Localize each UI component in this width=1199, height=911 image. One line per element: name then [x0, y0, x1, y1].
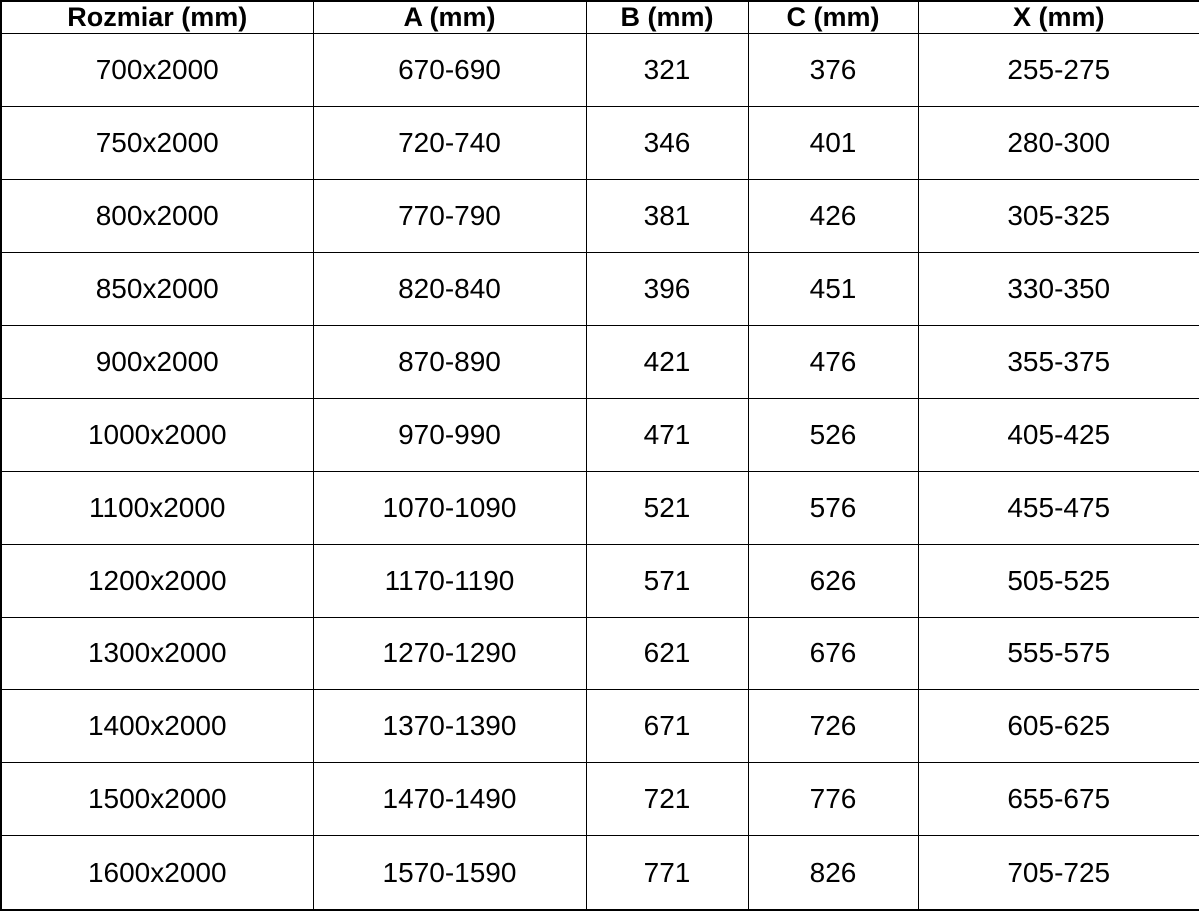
table-cell: 455-475 [918, 471, 1199, 544]
table-cell: 626 [748, 544, 918, 617]
table-cell: 1300x2000 [1, 617, 313, 690]
table-cell: 1570-1590 [313, 836, 586, 910]
table-cell: 381 [586, 179, 748, 252]
table-cell: 770-790 [313, 179, 586, 252]
table-cell: 396 [586, 252, 748, 325]
table-cell: 1170-1190 [313, 544, 586, 617]
table-cell: 376 [748, 34, 918, 107]
table-cell: 605-625 [918, 690, 1199, 763]
table-cell: 1070-1090 [313, 471, 586, 544]
table-cell: 621 [586, 617, 748, 690]
table-cell: 1000x2000 [1, 398, 313, 471]
table-cell: 421 [586, 325, 748, 398]
table-cell: 1370-1390 [313, 690, 586, 763]
table-cell: 355-375 [918, 325, 1199, 398]
table-cell: 346 [586, 106, 748, 179]
table-cell: 726 [748, 690, 918, 763]
table-header [1, 1, 1199, 34]
column-header-b: B (mm) [586, 1, 748, 34]
table-cell: 451 [748, 252, 918, 325]
column-header-x: X (mm) [918, 1, 1199, 34]
table-row [1, 471, 1199, 544]
column-header-rozmiar: Rozmiar (mm) [1, 1, 313, 34]
table-row [1, 398, 1199, 471]
table-cell: 401 [748, 106, 918, 179]
table-cell: 521 [586, 471, 748, 544]
table-cell: 700x2000 [1, 34, 313, 107]
table-row [1, 544, 1199, 617]
table-cell: 705-725 [918, 836, 1199, 910]
table-cell: 1270-1290 [313, 617, 586, 690]
table-cell: 970-990 [313, 398, 586, 471]
table-cell: 255-275 [918, 34, 1199, 107]
table-cell: 750x2000 [1, 106, 313, 179]
table-row [1, 325, 1199, 398]
table-cell: 526 [748, 398, 918, 471]
column-header-c: C (mm) [748, 1, 918, 34]
table-row [1, 763, 1199, 836]
table-cell: 476 [748, 325, 918, 398]
table-cell: 870-890 [313, 325, 586, 398]
table-cell: 850x2000 [1, 252, 313, 325]
table-body [1, 34, 1199, 911]
table-row [1, 179, 1199, 252]
table-row [1, 252, 1199, 325]
table-cell: 576 [748, 471, 918, 544]
table-cell: 720-740 [313, 106, 586, 179]
table-cell: 330-350 [918, 252, 1199, 325]
table-cell: 1200x2000 [1, 544, 313, 617]
table-cell: 305-325 [918, 179, 1199, 252]
table-row [1, 690, 1199, 763]
table-cell: 405-425 [918, 398, 1199, 471]
table-cell: 555-575 [918, 617, 1199, 690]
header-row [1, 1, 1199, 34]
table-cell: 571 [586, 544, 748, 617]
table-cell: 671 [586, 690, 748, 763]
table-row [1, 34, 1199, 107]
table-cell: 826 [748, 836, 918, 910]
table-cell: 1470-1490 [313, 763, 586, 836]
table-cell: 670-690 [313, 34, 586, 107]
table-cell: 426 [748, 179, 918, 252]
table-cell: 771 [586, 836, 748, 910]
table-row [1, 106, 1199, 179]
table-cell: 800x2000 [1, 179, 313, 252]
table-cell: 505-525 [918, 544, 1199, 617]
column-header-a: A (mm) [313, 1, 586, 34]
table-cell: 776 [748, 763, 918, 836]
table-cell: 721 [586, 763, 748, 836]
table-cell: 280-300 [918, 106, 1199, 179]
table-cell: 1100x2000 [1, 471, 313, 544]
table-cell: 1600x2000 [1, 836, 313, 910]
table-cell: 1400x2000 [1, 690, 313, 763]
table-cell: 471 [586, 398, 748, 471]
table-cell: 1500x2000 [1, 763, 313, 836]
table-cell: 321 [586, 34, 748, 107]
table-row [1, 836, 1199, 910]
table-cell: 655-675 [918, 763, 1199, 836]
table-cell: 820-840 [313, 252, 586, 325]
table-cell: 676 [748, 617, 918, 690]
table-row [1, 617, 1199, 690]
table-cell: 900x2000 [1, 325, 313, 398]
